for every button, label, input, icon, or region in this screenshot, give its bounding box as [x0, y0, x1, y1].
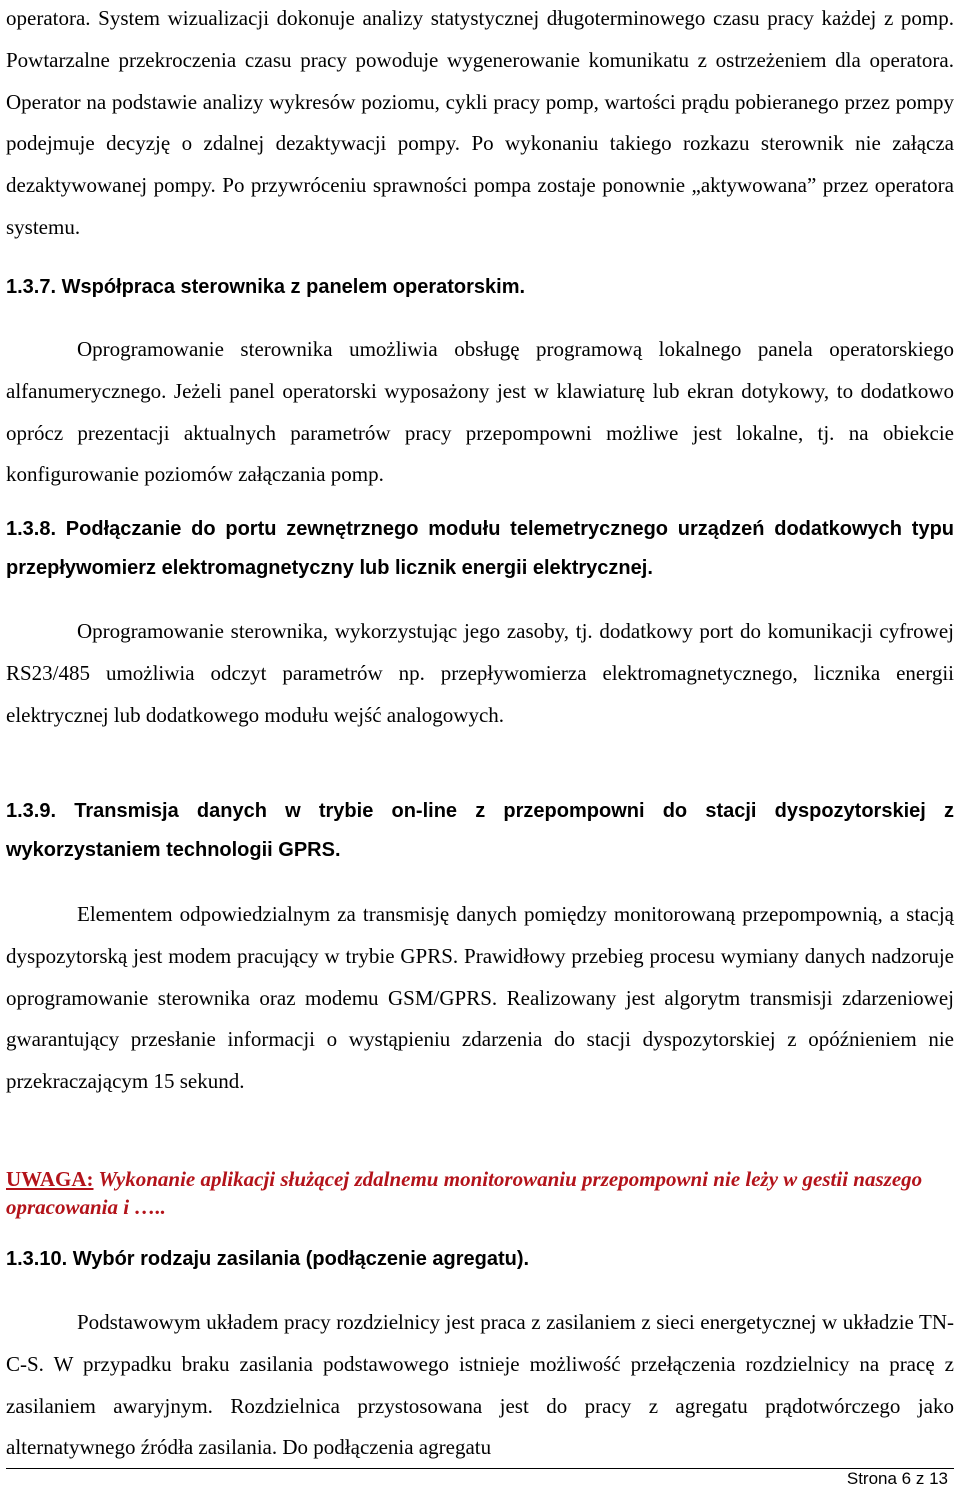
section-1-3-9	[6, 792, 954, 1103]
warning-label: UWAGA:	[6, 1167, 94, 1191]
document-page	[6, 0, 954, 1490]
section-heading: 1.3.7. Współpraca sterownika z panelem operatorskim.	[6, 276, 526, 298]
intro-paragraph: operatora. System wizualizacji dokonuje analizy statystycznej długoterminowego czasu pracy każdej z pomp. Powtarzalne przekroczenia czasu pracy powoduje wygenerowanie komunikatu z ostrzeżeniem dla operatora. Operator na podstawie analizy wykresów poziomu, cykli pracy pomp, wartości prądu pobieranego przez pompy podejmuje decyzję o zdalnej dezaktywacji pompy. Po wykonaniu takiego rozkazu sterownik nie załącza dezaktywowanej pompy. Po przywróceniu sprawności pompa zostaje ponownie „aktywowana” przez operatora systemu.	[6, 6, 954, 239]
section-heading: 1.3.9. Transmisja danych w trybie on-line z przepompowni do stacji dyspozytorskiej z wykorzystaniem technologii GPRS.	[6, 800, 954, 861]
section-1-3-8	[6, 510, 954, 736]
warning-text	[6, 1165, 954, 1221]
footer-divider	[6, 1468, 954, 1469]
section-paragraph: Oprogramowanie sterownika umożliwia obsługę programową lokalnego panela operatorskiego alfanumerycznego. Jeżeli panel operatorski wyposażony jest w klawiaturę lub ekran dotykowy, to dodatkowo oprócz prezentacji aktualnych parametrów pracy przepompowni możliwe jest lokalne, tj. na obiekcie konfigurowanie poziomów załączania pomp.	[6, 337, 954, 487]
warning-message: Wykonanie aplikacji służącej zdalnemu monitorowaniu przepompowni nie leży w gestii naszego opracowania i …..	[6, 1167, 923, 1219]
section-1-3-10	[6, 1240, 954, 1469]
section-paragraph: Oprogramowanie sterownika, wykorzystując jego zasoby, tj. dodatkowy port do komunikacji cyfrowej RS23/485 umożliwia odczyt parametrów np. przepływomierza elektromagnetycznego, licznika energii elektrycznej lub dodatkowego modułu wejść analogowych.	[6, 619, 954, 727]
section-paragraph: Elementem odpowiedzialnym za transmisję danych pomiędzy monitorowaną przepompownią, a stacją dyspozytorską jest modem pracujący w trybie GPRS. Prawidłowy przebieg procesu wymiany danych nadzoruje oprogramowanie sterownika oraz modemu GSM/GPRS. Realizowany jest algorytm transmisji zdarzeniowej gwarantujący przesłanie informacji o wystąpieniu zdarzenia do stacji dyspozytorskiej z opóźnieniem nie przekraczającym 15 sekund.	[6, 902, 954, 1094]
page-number: Strona 6 z 13	[846, 1469, 948, 1488]
warning-note	[6, 1165, 954, 1221]
section-paragraph: Podstawowym układem pracy rozdzielnicy jest praca z zasilaniem z sieci energetycznej w układzie TN-C-S. W przypadku braku zasilania podstawowego istnieje możliwość przełączenia rozdzielnicy na pracę z zasilaniem awaryjnym. Rozdzielnica przystosowana jest do pracy z agregatu prądotwórczego jako alternatywnego źródła zasilania. Do podłączenia agregatu	[6, 1310, 954, 1460]
section-heading: 1.3.10. Wybór rodzaju zasilania (podłączenie agregatu).	[6, 1248, 530, 1270]
intro-section	[6, 0, 954, 249]
section-heading: 1.3.8. Podłączanie do portu zewnętrznego modułu telemetrycznego urządzeń dodatkowych typu przepływomierz elektromagnetyczny lub licznik energii elektrycznej.	[6, 518, 954, 579]
section-1-3-7	[6, 268, 954, 496]
